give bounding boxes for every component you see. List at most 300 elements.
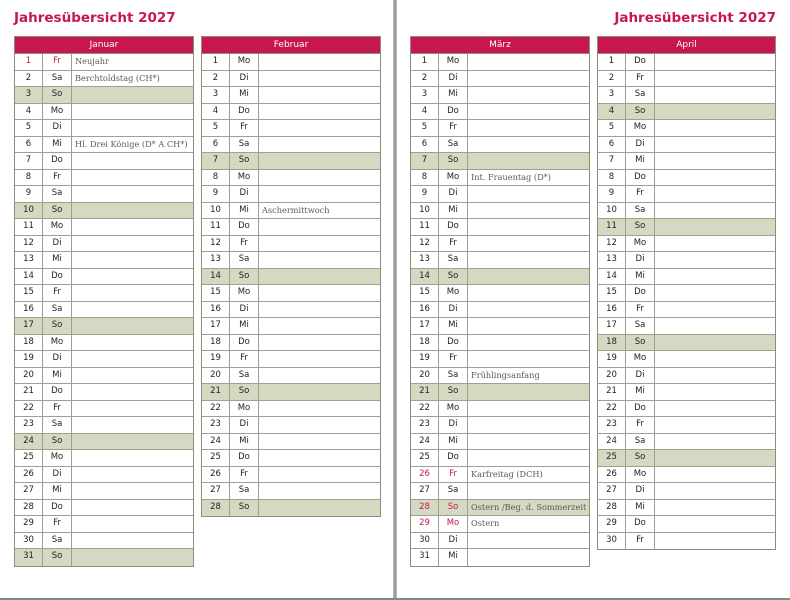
weekday: Di — [230, 302, 259, 318]
weekday: Fr — [230, 120, 259, 136]
day-row — [598, 71, 775, 88]
weekday: Fr — [439, 351, 468, 367]
day-row — [202, 483, 380, 500]
day-number: 17 — [15, 318, 43, 334]
weekday: Fr — [439, 236, 468, 252]
day-row — [202, 368, 380, 385]
day-row — [202, 153, 380, 170]
day-row — [202, 302, 380, 319]
day-number: 1 — [202, 54, 230, 70]
day-note — [468, 120, 589, 136]
right-page — [397, 0, 790, 598]
day-row — [202, 71, 380, 88]
day-number: 17 — [202, 318, 230, 334]
day-note — [72, 285, 193, 301]
weekday: Mo — [439, 170, 468, 186]
day-number: 14 — [598, 269, 626, 285]
weekday: Do — [439, 104, 468, 120]
weekday: Mo — [439, 54, 468, 70]
weekday: Di — [626, 137, 655, 153]
day-row — [411, 368, 589, 385]
day-row — [411, 285, 589, 302]
day-number: 28 — [598, 500, 626, 516]
day-note — [72, 153, 193, 169]
day-note — [468, 252, 589, 268]
day-note — [655, 434, 775, 450]
day-note — [468, 219, 589, 235]
day-rows — [202, 54, 380, 516]
day-row — [15, 533, 193, 550]
day-number: 25 — [15, 450, 43, 466]
day-row — [15, 203, 193, 220]
weekday: Fr — [439, 467, 468, 483]
weekday: Fr — [43, 401, 72, 417]
day-note — [72, 104, 193, 120]
day-row — [15, 302, 193, 319]
page-title: Jahresübersicht 2027 — [614, 10, 776, 26]
day-number: 14 — [15, 269, 43, 285]
day-number: 19 — [411, 351, 439, 367]
weekday: Sa — [439, 368, 468, 384]
day-note — [655, 236, 775, 252]
day-row — [411, 269, 589, 286]
day-number: 3 — [411, 87, 439, 103]
day-note — [72, 302, 193, 318]
weekday: Do — [230, 104, 259, 120]
weekday: Sa — [439, 252, 468, 268]
day-number: 6 — [15, 137, 43, 153]
weekday: So — [43, 549, 72, 566]
day-note — [259, 285, 380, 301]
weekday: Di — [439, 71, 468, 87]
weekday: Mo — [43, 219, 72, 235]
day-row — [411, 351, 589, 368]
day-note — [72, 203, 193, 219]
day-note — [72, 269, 193, 285]
day-row — [598, 318, 775, 335]
weekday: Do — [626, 54, 655, 70]
day-note — [655, 203, 775, 219]
weekday: Di — [43, 351, 72, 367]
day-row — [202, 318, 380, 335]
weekday: Mo — [43, 450, 72, 466]
day-number: 9 — [411, 186, 439, 202]
weekday: Di — [230, 71, 259, 87]
weekday: Fr — [230, 236, 259, 252]
weekday: Di — [230, 417, 259, 433]
weekday: Do — [626, 170, 655, 186]
day-note — [468, 351, 589, 367]
day-number: 4 — [411, 104, 439, 120]
weekday: Sa — [439, 137, 468, 153]
day-note — [468, 302, 589, 318]
day-note — [259, 170, 380, 186]
day-row — [15, 269, 193, 286]
day-row — [15, 186, 193, 203]
weekday: Mo — [230, 170, 259, 186]
weekday: Do — [230, 450, 259, 466]
day-row — [15, 170, 193, 187]
day-row — [411, 252, 589, 269]
day-number: 7 — [202, 153, 230, 169]
weekday: Do — [439, 335, 468, 351]
day-row — [411, 434, 589, 451]
day-row — [15, 401, 193, 418]
day-number: 30 — [411, 533, 439, 549]
weekday: Mo — [230, 54, 259, 70]
day-number: 17 — [598, 318, 626, 334]
day-number: 2 — [411, 71, 439, 87]
day-number: 4 — [598, 104, 626, 120]
day-note — [259, 137, 380, 153]
day-rows — [15, 54, 193, 566]
day-note — [655, 71, 775, 87]
weekday: Mi — [43, 252, 72, 268]
weekday: Fr — [43, 516, 72, 532]
weekday: So — [626, 335, 655, 351]
day-number: 25 — [411, 450, 439, 466]
day-number: 6 — [411, 137, 439, 153]
day-row — [202, 417, 380, 434]
day-row — [411, 186, 589, 203]
weekday: Mo — [626, 351, 655, 367]
day-row — [15, 285, 193, 302]
day-row — [411, 71, 589, 88]
day-row — [411, 335, 589, 352]
month-header: März — [411, 37, 589, 54]
day-note — [468, 269, 589, 285]
weekday: Mo — [626, 467, 655, 483]
day-number: 30 — [598, 533, 626, 550]
day-note — [468, 335, 589, 351]
day-row — [202, 203, 380, 220]
weekday: So — [230, 500, 259, 517]
day-note — [468, 236, 589, 252]
day-note — [72, 120, 193, 136]
day-row — [411, 516, 589, 533]
weekday: Do — [626, 401, 655, 417]
day-note — [468, 285, 589, 301]
day-note — [468, 318, 589, 334]
day-row — [598, 368, 775, 385]
day-row — [15, 500, 193, 517]
day-note — [259, 302, 380, 318]
day-row — [15, 516, 193, 533]
day-number: 15 — [411, 285, 439, 301]
day-row — [411, 549, 589, 566]
day-number: 14 — [202, 269, 230, 285]
day-note — [655, 368, 775, 384]
day-row — [202, 120, 380, 137]
day-note — [468, 384, 589, 400]
weekday: Do — [439, 219, 468, 235]
day-row — [202, 236, 380, 253]
day-note — [468, 483, 589, 499]
weekday: Sa — [43, 186, 72, 202]
day-number: 17 — [411, 318, 439, 334]
weekday: Mi — [439, 549, 468, 566]
day-row — [202, 384, 380, 401]
day-note — [259, 252, 380, 268]
day-note — [259, 368, 380, 384]
weekday: So — [43, 318, 72, 334]
weekday: Sa — [43, 533, 72, 549]
day-number: 5 — [411, 120, 439, 136]
day-number: 25 — [202, 450, 230, 466]
day-note — [468, 87, 589, 103]
day-number: 6 — [598, 137, 626, 153]
day-number: 15 — [202, 285, 230, 301]
month-table-maerz — [410, 36, 590, 567]
weekday: Mo — [439, 285, 468, 301]
day-note — [72, 252, 193, 268]
day-row — [411, 203, 589, 220]
day-number: 29 — [411, 516, 439, 532]
day-number: 22 — [411, 401, 439, 417]
weekday: Do — [626, 516, 655, 532]
day-number: 23 — [202, 417, 230, 433]
day-number: 2 — [598, 71, 626, 87]
day-note — [259, 269, 380, 285]
day-number: 20 — [15, 368, 43, 384]
day-row — [598, 483, 775, 500]
day-row — [598, 417, 775, 434]
month-header: April — [598, 37, 775, 54]
day-number: 23 — [15, 417, 43, 433]
day-note — [72, 170, 193, 186]
day-row — [15, 318, 193, 335]
day-number: 9 — [15, 186, 43, 202]
day-number: 10 — [202, 203, 230, 219]
weekday: Fr — [626, 71, 655, 87]
weekday: So — [439, 500, 468, 516]
day-number: 26 — [411, 467, 439, 483]
day-note — [655, 302, 775, 318]
weekday: Sa — [43, 302, 72, 318]
day-number: 16 — [598, 302, 626, 318]
day-number: 21 — [202, 384, 230, 400]
day-number: 11 — [15, 219, 43, 235]
weekday: Fr — [230, 351, 259, 367]
day-number: 27 — [15, 483, 43, 499]
day-note: Frühlingsanfang — [471, 369, 540, 380]
day-row — [598, 120, 775, 137]
weekday: Do — [43, 153, 72, 169]
day-note — [259, 120, 380, 136]
day-note — [72, 368, 193, 384]
day-number: 15 — [15, 285, 43, 301]
day-note — [72, 186, 193, 202]
weekday: So — [43, 434, 72, 450]
weekday: Fr — [626, 533, 655, 550]
day-number: 31 — [411, 549, 439, 566]
day-row — [202, 285, 380, 302]
weekday: Mo — [439, 401, 468, 417]
day-number: 26 — [598, 467, 626, 483]
weekday: So — [230, 269, 259, 285]
day-number: 7 — [598, 153, 626, 169]
day-note — [72, 483, 193, 499]
weekday: Sa — [230, 252, 259, 268]
day-note — [259, 186, 380, 202]
day-row — [598, 500, 775, 517]
weekday: Mo — [439, 516, 468, 532]
day-note — [72, 533, 193, 549]
day-note — [72, 434, 193, 450]
day-number: 13 — [598, 252, 626, 268]
day-note — [468, 186, 589, 202]
day-row — [598, 516, 775, 533]
weekday: Mi — [439, 434, 468, 450]
day-note — [468, 71, 589, 87]
day-number: 1 — [411, 54, 439, 70]
day-row — [15, 120, 193, 137]
day-note — [468, 137, 589, 153]
day-row — [202, 186, 380, 203]
day-number: 29 — [598, 516, 626, 532]
left-page — [0, 0, 393, 598]
day-number: 12 — [598, 236, 626, 252]
day-number: 18 — [15, 335, 43, 351]
day-number: 13 — [15, 252, 43, 268]
day-row — [15, 549, 193, 566]
day-note — [259, 236, 380, 252]
day-note — [259, 54, 380, 70]
day-note — [655, 516, 775, 532]
day-number: 1 — [598, 54, 626, 70]
day-number: 19 — [15, 351, 43, 367]
weekday: So — [43, 87, 72, 103]
day-note — [468, 153, 589, 169]
weekday: Mi — [626, 384, 655, 400]
weekday: Do — [43, 500, 72, 516]
day-number: 21 — [15, 384, 43, 400]
day-row — [15, 467, 193, 484]
weekday: Mo — [626, 236, 655, 252]
weekday: Sa — [230, 368, 259, 384]
day-row — [598, 87, 775, 104]
day-row — [411, 153, 589, 170]
day-note — [72, 236, 193, 252]
day-row — [411, 450, 589, 467]
day-number: 8 — [202, 170, 230, 186]
day-number: 16 — [202, 302, 230, 318]
day-note — [259, 384, 380, 400]
day-row — [411, 54, 589, 71]
weekday: Fr — [626, 302, 655, 318]
weekday: Mi — [43, 137, 72, 153]
day-row — [411, 87, 589, 104]
weekday: Do — [43, 384, 72, 400]
weekday: Mo — [43, 335, 72, 351]
day-note — [72, 384, 193, 400]
day-row — [15, 351, 193, 368]
day-number: 1 — [15, 54, 43, 70]
day-note — [259, 450, 380, 466]
day-note — [655, 170, 775, 186]
day-note — [655, 186, 775, 202]
month-header: Januar — [15, 37, 193, 54]
weekday: Mi — [626, 153, 655, 169]
day-row — [598, 434, 775, 451]
day-number: 16 — [15, 302, 43, 318]
day-row — [598, 170, 775, 187]
day-note — [655, 269, 775, 285]
weekday: Do — [626, 285, 655, 301]
day-number: 20 — [202, 368, 230, 384]
day-note — [259, 219, 380, 235]
day-row — [411, 170, 589, 187]
day-note — [655, 87, 775, 103]
weekday: So — [43, 203, 72, 219]
day-row — [15, 236, 193, 253]
day-note — [259, 483, 380, 499]
weekday: Mo — [230, 285, 259, 301]
day-number: 23 — [598, 417, 626, 433]
day-note — [655, 384, 775, 400]
weekday: Fr — [230, 467, 259, 483]
weekday: Sa — [626, 318, 655, 334]
day-note — [655, 54, 775, 70]
day-note — [655, 351, 775, 367]
day-number: 28 — [202, 500, 230, 517]
weekday: Fr — [626, 186, 655, 202]
weekday: Sa — [626, 87, 655, 103]
day-number: 18 — [202, 335, 230, 351]
day-note — [655, 483, 775, 499]
weekday: Di — [43, 236, 72, 252]
day-number: 12 — [202, 236, 230, 252]
weekday: So — [439, 384, 468, 400]
day-row — [202, 450, 380, 467]
day-row — [598, 467, 775, 484]
weekday: Mi — [230, 87, 259, 103]
day-note — [72, 549, 193, 566]
day-row — [411, 120, 589, 137]
day-row — [202, 269, 380, 286]
day-number: 26 — [202, 467, 230, 483]
day-note: Neujahr — [75, 56, 109, 66]
day-number: 10 — [598, 203, 626, 219]
day-number: 2 — [202, 71, 230, 87]
day-note — [468, 533, 589, 549]
day-number: 25 — [598, 450, 626, 466]
day-number: 6 — [202, 137, 230, 153]
day-note: Karfreitag (DCH) — [471, 468, 543, 479]
day-row — [202, 351, 380, 368]
weekday: Sa — [43, 71, 72, 87]
day-note — [259, 87, 380, 103]
weekday: Sa — [230, 137, 259, 153]
day-number: 20 — [598, 368, 626, 384]
weekday: Fr — [43, 285, 72, 301]
day-number: 13 — [202, 252, 230, 268]
day-row — [411, 104, 589, 121]
weekday: Di — [626, 368, 655, 384]
weekday: Mi — [626, 269, 655, 285]
day-row — [15, 335, 193, 352]
weekday: Di — [439, 417, 468, 433]
day-note — [468, 417, 589, 433]
day-number: 8 — [15, 170, 43, 186]
day-number: 13 — [411, 252, 439, 268]
day-row — [15, 87, 193, 104]
day-row — [202, 335, 380, 352]
day-row — [15, 137, 193, 154]
day-number: 22 — [202, 401, 230, 417]
day-number: 24 — [202, 434, 230, 450]
day-row — [202, 170, 380, 187]
